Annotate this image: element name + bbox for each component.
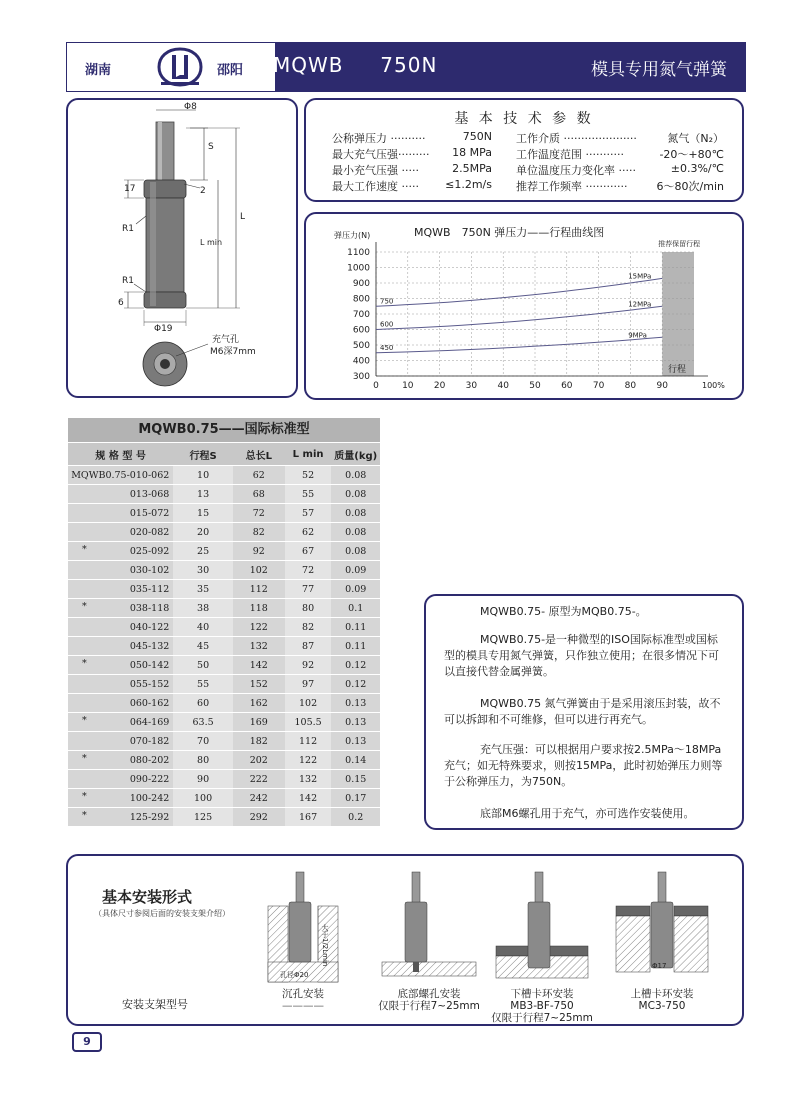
- y-tick-label: 700: [352, 310, 370, 320]
- cell-lmin: 55: [285, 485, 332, 504]
- x-tick-label: 40: [497, 381, 509, 391]
- model-text: 038-118: [129, 602, 170, 614]
- cell-stroke: 45: [173, 637, 233, 656]
- series-name-label: 9MPa: [628, 331, 647, 340]
- cell-stroke: 50: [173, 656, 233, 675]
- cell-model: [68, 656, 173, 675]
- cell-stroke: 13: [173, 485, 233, 504]
- cell-length: 112: [233, 580, 285, 599]
- cell-stroke: 30: [173, 561, 233, 580]
- cell-length: 152: [233, 675, 285, 694]
- x-tick-label: 60: [561, 381, 573, 391]
- counterbore-depth-label: 大于1/2Lmin: [321, 924, 329, 967]
- cell-mass: 0.11: [331, 618, 380, 637]
- body-diameter-label: Φ19: [154, 324, 173, 334]
- cell-lmin: 105.5: [285, 713, 332, 732]
- x-tick-label: 80: [624, 381, 637, 391]
- cell-lmin: 92: [285, 656, 332, 675]
- model-text: 064-169: [129, 716, 170, 728]
- chart-title: MQWB 750N 弹压力——行程曲线图: [414, 226, 605, 239]
- y-tick-label: 800: [352, 294, 370, 305]
- logo-text-right: 邵阳: [217, 63, 244, 78]
- cell-mass: 0.17: [331, 789, 380, 808]
- y-tick-label: 600: [352, 325, 370, 336]
- info-paragraph: MQWB0.75 氮气弹簧由于是采用滚压封装，故不可以拆卸和不可维修，但可以进行再充气。: [444, 697, 721, 726]
- table-row: [68, 618, 380, 637]
- col-header-lmin: L min: [285, 443, 332, 466]
- y-tick-label: 400: [352, 356, 370, 367]
- cell-stroke: 25: [173, 542, 233, 561]
- x-tick-label: 20: [433, 381, 446, 391]
- cell-mass: 0.2: [331, 808, 380, 827]
- cell-mass: 0.09: [331, 561, 380, 580]
- install-methods-panel: [66, 854, 744, 1026]
- install-subtitle: （具体尺寸参阅后面的安装支架介绍）: [94, 909, 230, 918]
- groove-diameter-label: Φ17: [652, 962, 667, 970]
- cell-model: [68, 485, 173, 504]
- x-axis-label: 行程: [668, 365, 687, 375]
- x-tick-label: 50: [529, 381, 541, 391]
- cell-lmin: 72: [285, 561, 332, 580]
- table-row: [68, 789, 380, 808]
- recommended-mark: *: [82, 658, 87, 669]
- cell-stroke: 125: [173, 808, 233, 827]
- model-text: 045-132: [129, 640, 170, 652]
- fill-port-label: 充气孔: [212, 335, 240, 345]
- series-line-9MPa: [376, 337, 662, 353]
- table-row: [68, 637, 380, 656]
- cell-length: 132: [233, 637, 285, 656]
- install-title: 基本安装形式: [102, 888, 193, 906]
- cell-mass: 0.08: [331, 485, 380, 504]
- model-text: 035-112: [129, 583, 170, 595]
- table-row: [68, 599, 380, 618]
- install-method-upper-groove: 上槽卡环安装 MC3-750: [630, 988, 694, 1012]
- model-force: 750N: [380, 53, 438, 77]
- table-title: MQWB0.75——国际标准型: [68, 418, 380, 442]
- install-method-counterbore: 沉孔安装 ————: [282, 988, 324, 1012]
- cell-stroke: 100: [173, 789, 233, 808]
- model-text: 025-092: [129, 545, 170, 557]
- recommended-mark: *: [82, 544, 87, 555]
- series-start-label: 450: [380, 343, 394, 352]
- model-text: 040-122: [129, 621, 170, 633]
- table-row: [68, 675, 380, 694]
- cell-lmin: 77: [285, 580, 332, 599]
- y-axis-label: 弹压力(N): [334, 231, 371, 240]
- install-drawings: [68, 856, 742, 996]
- cell-length: 242: [233, 789, 285, 808]
- install-method-bottom-thread: 底部螺孔安装 仅限于行程7~25mm: [378, 988, 480, 1012]
- cell-lmin: 112: [285, 732, 332, 751]
- force-stroke-chart: [306, 214, 742, 398]
- cell-lmin: 102: [285, 694, 332, 713]
- cell-model: [68, 580, 173, 599]
- table-header-row: [68, 443, 380, 466]
- table-row: [68, 808, 380, 827]
- col-header-stroke: 行程S: [173, 443, 233, 466]
- cell-mass: 0.12: [331, 675, 380, 694]
- logo-area: [67, 43, 275, 91]
- cell-lmin: 97: [285, 675, 332, 694]
- bottom-thread-drawing: [382, 872, 476, 976]
- series-start-label: 600: [380, 320, 394, 329]
- series-start-label: 750: [380, 297, 394, 306]
- table-row: [68, 485, 380, 504]
- product-category: 模具专用氮气弹簧: [591, 60, 727, 80]
- param-row: 最大工作速度 ····· ≤1.2m/s: [332, 178, 492, 193]
- table-row: [68, 580, 380, 599]
- x-unit-label: 100%: [702, 381, 725, 390]
- model-text: 055-152: [129, 678, 170, 690]
- cell-length: 62: [233, 466, 285, 485]
- cell-lmin: 67: [285, 542, 332, 561]
- cell-lmin: 80: [285, 599, 332, 618]
- dim-6-label: 6: [118, 298, 124, 308]
- recommended-mark: *: [82, 810, 87, 821]
- cell-mass: 0.13: [331, 732, 380, 751]
- cell-stroke: 20: [173, 523, 233, 542]
- model-text: 125-292: [129, 811, 170, 823]
- x-tick-label: 0: [373, 381, 379, 391]
- model-text: 070-182: [129, 735, 170, 747]
- dimension-diagram-panel: [66, 98, 298, 398]
- y-tick-label: 1000: [347, 263, 370, 274]
- cell-stroke: 63.5: [173, 713, 233, 732]
- col-header-model: 规 格 型 号: [68, 443, 173, 466]
- bracket-model-label: 安装支架型号: [122, 998, 188, 1011]
- model-title: [273, 53, 437, 77]
- cell-lmin: 52: [285, 466, 332, 485]
- force-stroke-chart-panel: [304, 212, 744, 400]
- cell-stroke: 40: [173, 618, 233, 637]
- cell-length: 222: [233, 770, 285, 789]
- dimension-drawing: [68, 100, 296, 396]
- cell-model: [68, 637, 173, 656]
- model-text: 060-162: [129, 697, 170, 709]
- cell-mass: 0.13: [331, 694, 380, 713]
- cell-model: [68, 542, 173, 561]
- info-paragraph: MQWB0.75- 原型为MQB0.75-。: [480, 605, 647, 618]
- model-text: 015-072: [129, 507, 170, 519]
- series-line-12MPa: [376, 306, 662, 329]
- model-text: 100-242: [129, 792, 170, 804]
- param-row: 最大充气压强········· 18 MPa: [332, 146, 492, 161]
- cell-stroke: 35: [173, 580, 233, 599]
- model-text: 050-142: [129, 659, 170, 671]
- cell-model: [68, 713, 173, 732]
- length-label: L: [240, 212, 246, 222]
- cell-model: [68, 675, 173, 694]
- counterbore-hole-label: 孔径Φ20: [280, 971, 309, 979]
- cell-lmin: 82: [285, 618, 332, 637]
- cell-length: 122: [233, 618, 285, 637]
- recommended-mark: *: [82, 791, 87, 802]
- logo-text-left: 湖南: [85, 63, 112, 78]
- model-code: MQWB: [273, 53, 344, 77]
- spec-table: [68, 443, 380, 827]
- model-text: 013-068: [129, 488, 170, 500]
- y-tick-label: 900: [352, 279, 370, 289]
- table-row: [68, 694, 380, 713]
- info-paragraph: MQWB0.75-是一种微型的ISO国际标准型或国标型的模具专用氮气弹簧，只作独立使用；在很多情况下可以直接代替金属弹簧。: [444, 633, 719, 678]
- x-tick-label: 70: [592, 381, 605, 391]
- upper-groove-drawing: [616, 872, 708, 972]
- cell-model: [68, 523, 173, 542]
- param-row: 最小充气压强 ····· 2.5MPa: [332, 162, 492, 177]
- company-logo-icon: [153, 47, 207, 87]
- cell-mass: 0.09: [331, 580, 380, 599]
- technical-params-panel: [304, 98, 744, 202]
- page-number: 9: [72, 1032, 102, 1052]
- install-method-lower-groove: 下槽卡环安装 MB3-BF-750 仅限于行程7~25mm: [491, 988, 593, 1024]
- description-panel: [424, 594, 744, 830]
- cell-model: [68, 732, 173, 751]
- page-header: [66, 42, 746, 92]
- cell-model: [68, 808, 173, 827]
- cell-length: 118: [233, 599, 285, 618]
- x-tick-label: 30: [465, 381, 478, 391]
- cell-length: 292: [233, 808, 285, 827]
- table-row: [68, 542, 380, 561]
- cell-mass: 0.13: [331, 713, 380, 732]
- model-text: 080-202: [129, 754, 170, 766]
- rod-diameter-label: Φ8: [184, 102, 197, 112]
- cell-model: [68, 694, 173, 713]
- x-tick-label: 10: [402, 381, 414, 391]
- cell-length: 82: [233, 523, 285, 542]
- cell-mass: 0.08: [331, 523, 380, 542]
- cell-mass: 0.15: [331, 770, 380, 789]
- series-name-label: 15MPa: [628, 272, 652, 281]
- cell-mass: 0.12: [331, 656, 380, 675]
- x-tick-label: 90: [656, 381, 668, 391]
- stroke-label: S: [208, 142, 214, 152]
- cell-model: [68, 561, 173, 580]
- cell-length: 142: [233, 656, 285, 675]
- param-row: 公称弹压力 ·········· 750N: [332, 130, 492, 145]
- y-tick-label: 1100: [347, 248, 370, 258]
- model-text: MQWB0.75-010-062: [71, 469, 170, 481]
- cell-lmin: 62: [285, 523, 332, 542]
- cell-length: 202: [233, 751, 285, 770]
- param-row: 推荐工作频率 ············ 6～80次/min: [516, 180, 724, 193]
- cell-stroke: 70: [173, 732, 233, 751]
- params-title: 基 本 技 术 参 数: [454, 111, 594, 127]
- cell-mass: 0.08: [331, 504, 380, 523]
- col-header-length: 总长L: [233, 443, 285, 466]
- table-row: [68, 656, 380, 675]
- cell-lmin: 142: [285, 789, 332, 808]
- cell-model: [68, 751, 173, 770]
- cell-model: [68, 504, 173, 523]
- cell-length: 72: [233, 504, 285, 523]
- dim-17-label: 17: [124, 184, 136, 194]
- cell-lmin: 87: [285, 637, 332, 656]
- cell-mass: 0.1: [331, 599, 380, 618]
- table-row: [68, 713, 380, 732]
- table-row: [68, 561, 380, 580]
- cell-mass: 0.08: [331, 466, 380, 485]
- cell-lmin: 122: [285, 751, 332, 770]
- cell-stroke: 10: [173, 466, 233, 485]
- radius-bottom-label: R1: [122, 276, 134, 286]
- cell-mass: 0.08: [331, 542, 380, 561]
- cell-model: [68, 618, 173, 637]
- param-row: 工作温度范围 ··········· -20～+80℃: [516, 148, 724, 161]
- table-row: [68, 523, 380, 542]
- cell-mass: 0.11: [331, 637, 380, 656]
- lmin-label: L min: [200, 238, 223, 247]
- cell-stroke: 15: [173, 504, 233, 523]
- series-name-label: 12MPa: [628, 300, 652, 309]
- cell-length: 68: [233, 485, 285, 504]
- dim-2-label: 2: [200, 186, 206, 196]
- model-text: 090-222: [129, 773, 170, 785]
- table-row: [68, 504, 380, 523]
- fill-port-spec: M6深7mm: [210, 347, 256, 357]
- cell-model: [68, 466, 173, 485]
- y-tick-label: 300: [352, 372, 370, 382]
- cell-model: [68, 789, 173, 808]
- cell-length: 92: [233, 542, 285, 561]
- cell-lmin: 167: [285, 808, 332, 827]
- recommended-mark: *: [82, 753, 87, 764]
- cell-lmin: 57: [285, 504, 332, 523]
- table-row: [68, 770, 380, 789]
- cell-lmin: 132: [285, 770, 332, 789]
- cell-length: 102: [233, 561, 285, 580]
- cell-stroke: 60: [173, 694, 233, 713]
- cell-mass: 0.14: [331, 751, 380, 770]
- param-row: 单位温度压力变化率 ····· ±0.3%/℃: [516, 162, 724, 177]
- cell-stroke: 55: [173, 675, 233, 694]
- info-paragraph: 充气压强：可以根据用户要求按2.5MPa～18MPa充气；如无特殊要求，则按15MPa，此时初始弹压力则等于公称弹压力，为750N。: [444, 743, 723, 788]
- y-tick-label: 500: [352, 341, 370, 351]
- cell-stroke: 90: [173, 770, 233, 789]
- table-row: [68, 751, 380, 770]
- table-row: [68, 466, 380, 485]
- cell-stroke: 38: [173, 599, 233, 618]
- table-row: [68, 732, 380, 751]
- cell-length: 169: [233, 713, 285, 732]
- cell-model: [68, 770, 173, 789]
- info-paragraph: 底部M6螺孔用于充气，亦可选作安装使用。: [480, 807, 695, 820]
- radius-top-label: R1: [122, 224, 134, 234]
- col-header-mass: 质量(kg): [331, 443, 380, 466]
- lower-groove-drawing: [496, 872, 588, 978]
- model-text: 030-102: [129, 564, 170, 576]
- cell-stroke: 80: [173, 751, 233, 770]
- series-line-15MPa: [376, 278, 662, 309]
- cell-model: [68, 599, 173, 618]
- recommended-mark: *: [82, 715, 87, 726]
- model-text: 020-082: [129, 526, 170, 538]
- param-row: 工作介质 ····················· 氮气（N₂）: [516, 132, 724, 145]
- reserved-stroke-label: 推荐保留行程: [658, 240, 701, 248]
- cell-length: 182: [233, 732, 285, 751]
- recommended-mark: *: [82, 601, 87, 612]
- cell-length: 162: [233, 694, 285, 713]
